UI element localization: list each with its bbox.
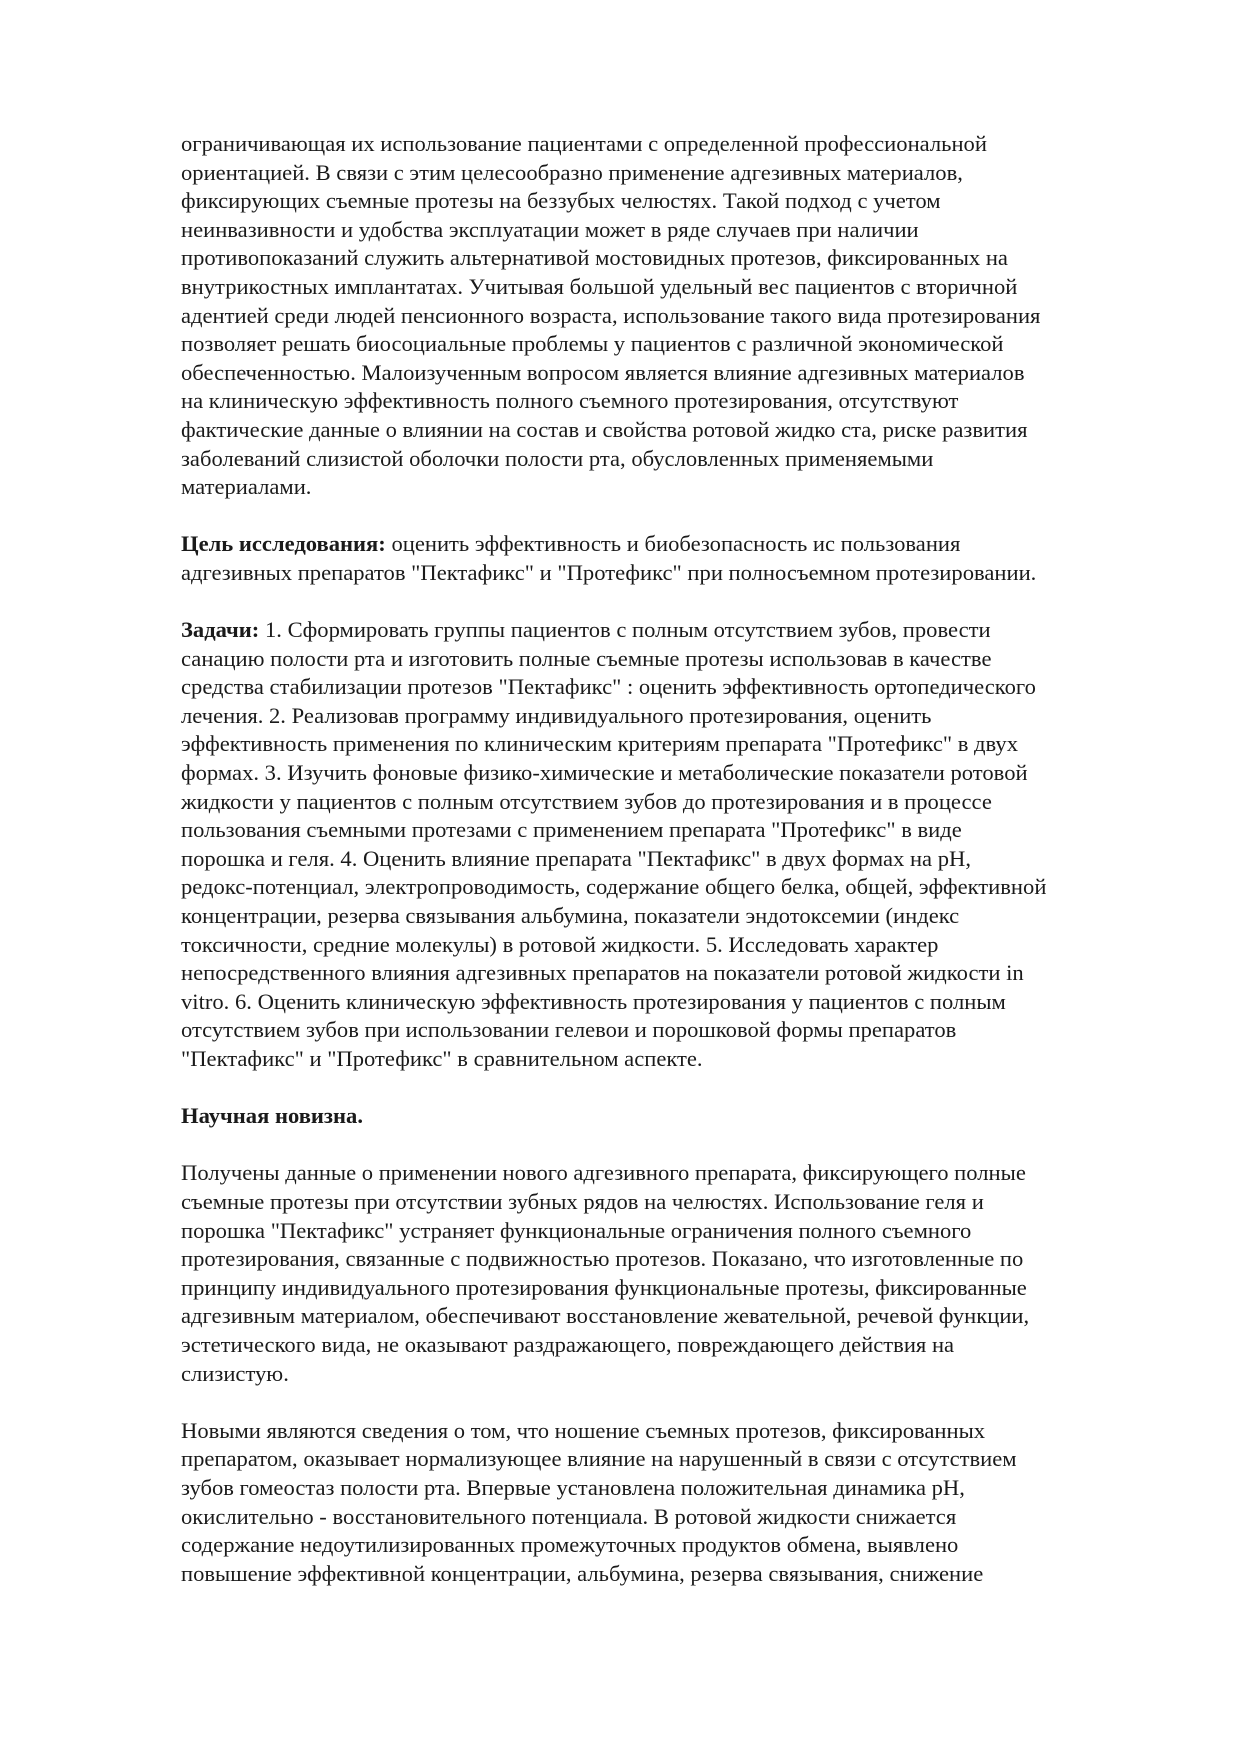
text-line [181, 1016, 1163, 1045]
text-run: непосредственного влияния адгезивных препаратов на показатели ротовой жидкости in [181, 960, 1024, 986]
paragraph-spacer [181, 1074, 1163, 1103]
paragraph-goal [181, 530, 1163, 587]
text-line [181, 302, 1163, 331]
text-run: эффективность применения по клиническим критериям препарата "Протефикс" в двух [181, 731, 1019, 757]
text-run: обеспеченностью. Малоизученным вопросом является влияние адгезивных материалов [181, 359, 1025, 385]
text-line [181, 788, 1163, 817]
text-line [181, 730, 1163, 759]
paragraph-novelty-1 [181, 1159, 1163, 1388]
text-line [181, 1531, 1163, 1560]
text-run: повышение эффективной концентрации, альбумина, резерва связывания, снижение [181, 1560, 984, 1586]
text-line [181, 530, 1163, 559]
text-run: противопоказаний служить альтернативой мостовидных протезов, фиксированных на [181, 245, 1008, 271]
text-run: фиксирующих съемные протезы на беззубых челюстях. Такой подход с учетом [181, 188, 941, 214]
text-line [181, 1302, 1163, 1331]
text-line [181, 159, 1163, 188]
paragraph-spacer [181, 1388, 1163, 1417]
text-run: адгезивным материалом, обеспечивают восстановление жевательной, речевой функции, [181, 1303, 1030, 1329]
text-run: концентрации, резерва связывания альбумина, показатели эндотоксемии (индекс [181, 903, 960, 929]
text-line [181, 1360, 1163, 1389]
text-run: Получены данные о применении нового адгезивного препарата, фиксирующего полные [181, 1160, 1026, 1186]
text-line [181, 616, 1163, 645]
paragraph-spacer [181, 588, 1163, 617]
text-run: фактические данные о влиянии на состав и свойства ротовой жидко ста, риске развития [181, 416, 1028, 442]
text-run: на клиническую эффективность полного съемного протезирования, отсутствуют [181, 388, 959, 414]
text-run: окислительно - восстановительного потенциала. В ротовой жидкости снижается [181, 1503, 957, 1529]
text-line [181, 1503, 1163, 1532]
text-line [181, 845, 1163, 874]
text-run: оценить эффективность и биобезопасность ис пользования [385, 531, 961, 557]
text-run: заболеваний слизистой оболочки полости рта, обусловленных применяемыми [181, 445, 934, 471]
text-run: принципу индивидуального протезирования функциональные протезы, фиксированные [181, 1274, 1027, 1300]
text-line [181, 1188, 1163, 1217]
text-line [181, 702, 1163, 731]
text-line [181, 1445, 1163, 1474]
paragraph-intro [181, 130, 1163, 502]
bold-label: Научная новизна. [181, 1103, 363, 1129]
text-line [181, 645, 1163, 674]
text-line [181, 216, 1163, 245]
text-run: vitro. 6. Оценить клиническую эффективность протезирования у пациентов с полным [181, 988, 1006, 1014]
text-line [181, 1560, 1163, 1589]
text-run: слизистую. [181, 1360, 289, 1386]
text-run: отсутствием зубов при использовании гелевои и порошковой формы препаратов [181, 1017, 957, 1043]
text-line [181, 1217, 1163, 1246]
text-line [181, 559, 1163, 588]
text-line [181, 130, 1163, 159]
text-line [181, 330, 1163, 359]
text-line [181, 931, 1163, 960]
text-run: жидкости у пациентов с полным отсутствием зубов до протезирования и в процессе [181, 788, 992, 814]
text-line [181, 359, 1163, 388]
paragraph-spacer [181, 1131, 1163, 1160]
text-run: препаратом, оказывает нормализующее влияние на нарушенный в связи с отсутствием [181, 1446, 1017, 1472]
paragraph-spacer [181, 502, 1163, 531]
text-run: средства стабилизации протезов "Пектафикс" : оценить эффективность ортопедического [181, 674, 1036, 700]
text-run: неинвазивности и удобства эксплуатации может в ряде случаев при наличии [181, 216, 919, 242]
text-run: пользования съемными протезами с применением препарата "Протефикс" в виде [181, 817, 962, 843]
text-run: материалами. [181, 474, 312, 500]
bold-label: Цель исследования: [181, 531, 386, 557]
paragraph-novelty-heading [181, 1102, 1163, 1131]
text-run: протезирования, связанные с подвижностью протезов. Показано, что изготовленные по [181, 1246, 1024, 1272]
text-run: 1. Сформировать группы пациентов с полным отсутствием зубов, провести [259, 617, 991, 643]
document-page [181, 130, 1163, 1588]
text-run: зубов гомеостаз полости рта. Впервые установлена положительная динамика pH, [181, 1474, 965, 1500]
text-line [181, 1417, 1163, 1446]
text-run: содержание недоутилизированных промежуточных продуктов обмена, выявлено [181, 1532, 959, 1558]
text-run: санацию полости рта и изготовить полные съемные протезы использовав в качестве [181, 645, 992, 671]
text-run: Новыми являются сведения о том, что ношение съемных протезов, фиксированных [181, 1417, 986, 1443]
text-line [181, 387, 1163, 416]
text-run: съемные протезы при отсутствии зубных рядов на челюстях. Использование геля и [181, 1188, 984, 1214]
text-line [181, 1159, 1163, 1188]
text-run: "Пектафикс" и "Протефикс" в сравнительном аспекте. [181, 1046, 703, 1071]
bold-label: Задачи: [181, 617, 260, 643]
text-line [181, 902, 1163, 931]
text-run: ориентацией. В связи с этим целесообразно применение адгезивных материалов, [181, 159, 963, 185]
paragraph-novelty-2 [181, 1417, 1163, 1589]
text-line [181, 959, 1163, 988]
text-run: порошка "Пектафикс" устраняет функциональные ограничения полного съемного [181, 1217, 972, 1243]
text-run: ограничивающая их использование пациентами с определенной профессиональной [181, 131, 987, 156]
text-run: токсичности, средние молекулы) в ротовой жидкости. 5. Исследовать характер [181, 931, 939, 957]
text-run: формах. 3. Изучить фоновые физико-химические и метаболические показатели ротовой [181, 760, 1028, 786]
text-line [181, 1045, 1163, 1074]
text-line [181, 759, 1163, 788]
text-run: позволяет решать биосоциальные проблемы у пациентов с различной экономической [181, 331, 1004, 357]
text-line [181, 1102, 1163, 1131]
text-run: редокс-потенциал, электропроводимость, содержание общего белка, общей, эффективной [181, 874, 1047, 900]
text-line [181, 673, 1163, 702]
text-line [181, 273, 1163, 302]
text-run: порошка и геля. 4. Оценить влияние препарата "Пектафикс" в двух формах на pH, [181, 845, 971, 871]
text-line [181, 187, 1163, 216]
text-run: лечения. 2. Реализовав программу индивидуального протезирования, оценить [181, 702, 932, 728]
text-line [181, 1474, 1163, 1503]
text-line [181, 1331, 1163, 1360]
text-line [181, 816, 1163, 845]
text-line [181, 445, 1163, 474]
text-line [181, 988, 1163, 1017]
text-line [181, 1274, 1163, 1303]
text-line [181, 244, 1163, 273]
text-line [181, 473, 1163, 502]
text-run: внутрикостных имплантатах. Учитывая большой удельный вес пациентов с вторичной [181, 273, 1018, 299]
text-line [181, 873, 1163, 902]
text-run: адгезивных препаратов "Пектафикс" и "Протефикс" при полносъемном протезировании. [181, 559, 1037, 585]
paragraph-tasks [181, 616, 1163, 1074]
text-line [181, 416, 1163, 445]
text-run: адентией среди людей пенсионного возраста, использование такого вида протезирования [181, 302, 1041, 328]
text-run: эстетического вида, не оказывают раздражающего, повреждающего действия на [181, 1331, 955, 1357]
text-line [181, 1245, 1163, 1274]
